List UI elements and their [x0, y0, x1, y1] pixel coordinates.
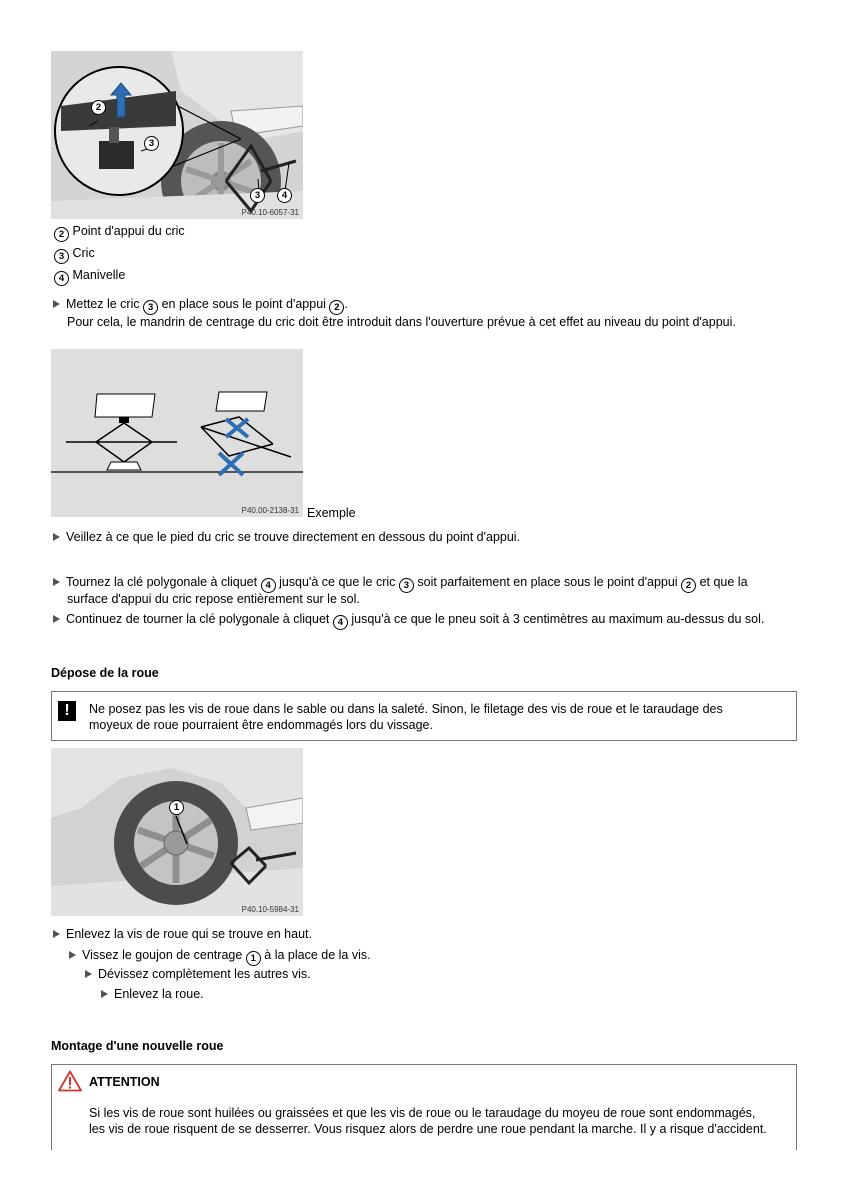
callout-3: 3: [250, 188, 265, 203]
warning-box: [51, 1064, 797, 1150]
figure-wheel-removal: [51, 748, 303, 916]
instruction-step: Tournez la clé polygonale à cliquet 4 jusqu'à ce que le cric 3 soit parfaitement en place sous le point d'appui 2 et que la: [53, 574, 748, 593]
legend-label: Cric: [72, 246, 95, 260]
exclamation-icon: !: [58, 701, 76, 721]
figure-code: P40.00-2138-31: [241, 506, 299, 515]
ref-number: 4: [333, 615, 348, 630]
callout-3: 3: [144, 136, 159, 151]
ref-number: 1: [246, 951, 261, 966]
notice-text-line: moyeux de roue pourraient être endommagés lors du vissage.: [89, 718, 433, 732]
legend-label: Point d'appui du cric: [72, 224, 185, 238]
ref-number: 2: [681, 578, 696, 593]
instruction-step: Dévissez complètement les autres vis.: [85, 966, 311, 982]
legend-item: [54, 245, 95, 264]
ref-number: 2: [329, 300, 344, 315]
figure-caption: Exemple: [307, 506, 356, 520]
legend-label: Manivelle: [72, 268, 126, 282]
callout-2: 2: [91, 100, 106, 115]
figure-jack-placement: [51, 51, 303, 219]
figure-jack-example: [51, 349, 303, 517]
callout-4: 4: [277, 188, 292, 203]
bullet-arrow-icon: [53, 300, 60, 308]
figure-code: P40.10-6057-31: [241, 208, 299, 217]
instruction-detail: surface d'appui du cric repose entièrement sur le sol.: [67, 592, 360, 606]
instruction-step: Enlevez la vis de roue qui se trouve en haut.: [53, 926, 312, 942]
legend-number: 4: [54, 271, 69, 286]
notice-text-line: Ne posez pas les vis de roue dans le sable ou dans la saleté. Sinon, le filetage des vis de roue et le taraudage des: [89, 702, 723, 716]
bullet-arrow-icon: [101, 990, 108, 998]
wheel-removal-illustration: [51, 748, 303, 916]
bullet-arrow-icon: [69, 951, 76, 959]
instruction-step: Enlevez la roue.: [101, 986, 204, 1002]
ref-number: 3: [399, 578, 414, 593]
section-title: Dépose de la roue: [51, 666, 159, 680]
warning-triangle-icon: [58, 1070, 82, 1092]
bullet-arrow-icon: [53, 578, 60, 586]
jack-example-illustration: [51, 349, 303, 517]
legend-number: 3: [54, 249, 69, 264]
legend-number: 2: [54, 227, 69, 242]
section-title: Montage d'une nouvelle roue: [51, 1039, 224, 1053]
ref-number: 3: [143, 300, 158, 315]
instruction-detail: Pour cela, le mandrin de centrage du cric doit être introduit dans l'ouverture prévue à cet effet au niveau du point d'appui.: [67, 315, 736, 329]
warning-title: ATTENTION: [89, 1075, 160, 1089]
bullet-arrow-icon: [53, 930, 60, 938]
callout-1: 1: [169, 800, 184, 815]
figure-code: P40.10-5984-31: [241, 905, 299, 914]
instruction-step: Continuez de tourner la clé polygonale à cliquet 4 jusqu'à ce que le pneu soit à 3 centimètres au maximum au-dessus du sol.: [53, 611, 764, 630]
notice-box: [51, 691, 797, 741]
warning-text-line: les vis de roue risquent de se desserrer. Vous risquez alors de perdre une roue pendant la marche. Il y a risque d'accident.: [89, 1122, 767, 1136]
legend-item: [54, 223, 185, 242]
instruction-step: Mettez le cric 3 en place sous le point d'appui 2 .: [53, 296, 348, 315]
warning-text-line: Si les vis de roue sont huilées ou graissées et que les vis de roue ou le taraudage du moyeu de roue sont endommagés,: [89, 1106, 756, 1120]
bullet-arrow-icon: [53, 533, 60, 541]
jack-placement-illustration: [51, 51, 303, 219]
instruction-step: Vissez le goujon de centrage 1 à la place de la vis.: [69, 947, 371, 966]
instruction-step: Veillez à ce que le pied du cric se trouve directement en dessous du point d'appui.: [53, 529, 520, 545]
legend-item: [54, 267, 125, 286]
ref-number: 4: [261, 578, 276, 593]
bullet-arrow-icon: [85, 970, 92, 978]
bullet-arrow-icon: [53, 615, 60, 623]
